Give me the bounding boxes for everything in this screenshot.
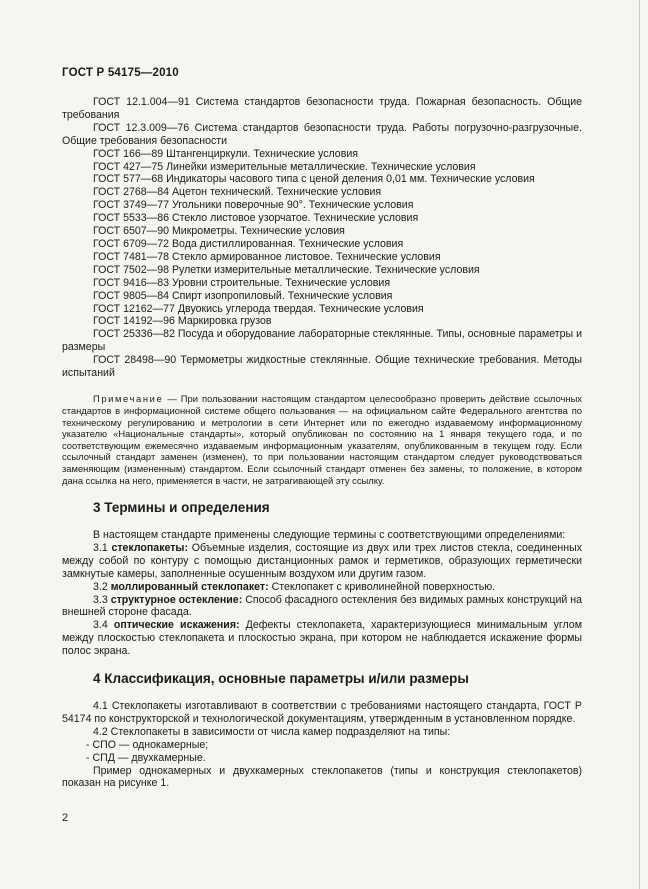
term-name: стеклопакеты: <box>111 541 189 554</box>
reference-item: ГОСТ 9416—83 Уровни строительные. Технические условия <box>93 276 391 289</box>
clause-paragraph: Пример однокамерных и двухкамерных стеклопакетов (типы и конструкция стеклопакетов) показан на рисунке 1. <box>62 764 582 790</box>
reference-item: ГОСТ 12162—77 Двуокись углерода твердая. Технические условия <box>93 302 424 315</box>
reference-item: ГОСТ 12.3.009—76 Система стандартов безопасности труда. Работы погрузочно-разгрузочные. Общие требования безопасности <box>62 121 582 147</box>
term-definition: 3.4 оптические искажения: Дефекты стеклопакета, характеризующиеся минимальным углом между плоскостью стеклопакета и плоскостью экрана, при котором не наблюдается искажение формы полос экрана. <box>62 619 582 658</box>
reference-item: ГОСТ 427—75 Линейки измерительные металлические. Технические условия <box>93 160 476 173</box>
reference-item: ГОСТ 6507—90 Микрометры. Технические условия <box>93 225 345 238</box>
reference-item: ГОСТ 12.1.004—91 Система стандартов безопасности труда. Пожарная безопасность. Общие требования <box>62 96 582 121</box>
term-definition: 3.2 моллированный стеклопакет: Стеклопакет с криволинейной поверхностью. <box>93 580 496 593</box>
reference-item: ГОСТ 7481—78 Стекло армированное листовое. Технические условия <box>93 250 441 263</box>
term-definition: 3.3 структурное остекление: Способ фасадного остекления без видимых рамных конструкций на внешней стороне фасада. <box>62 593 582 619</box>
reference-item: ГОСТ 166—89 Штангенциркули. Технические условия <box>93 147 358 160</box>
list-item: - СПО — однокамерные; <box>86 738 209 751</box>
reference-item: ГОСТ 25336—82 Посуда и оборудование лабораторные стеклянные. Типы, основные параметры и размеры <box>62 328 582 354</box>
document-header: ГОСТ Р 54175—2010 <box>62 67 179 79</box>
section-title: 4 Классификация, основные параметры и/или размеры <box>93 671 469 686</box>
section-terms <box>62 500 582 658</box>
term-name: структурное остекление: <box>110 593 243 606</box>
reference-item: ГОСТ 28498—90 Термометры жидкостные стеклянные. Общие технические требования. Методы испытаний <box>62 354 582 380</box>
page-number: 2 <box>62 812 69 824</box>
term-name: оптические искажения: <box>113 619 240 632</box>
normative-references-list <box>62 96 582 380</box>
reference-item: ГОСТ 5533—86 Стекло листовое узорчатое. Технические условия <box>93 212 419 225</box>
reference-item: ГОСТ 7502—98 Рулетки измерительные металлические. Технические условия <box>93 263 480 276</box>
section-title: 3 Термины и определения <box>93 500 270 515</box>
reference-item: ГОСТ 6709—72 Вода дистиллированная. Технические условия <box>93 237 404 250</box>
term-definition: 3.1 стеклопакеты: Объемные изделия, состоящие из двух или трех листов стекла, соединенных между собой по контуру с помощью дистанционных рамок и герметиков, образующих герметически замкнутые камеры, заполненные осушенным воздухом или другим газом. <box>62 541 582 580</box>
section-intro: В настоящем стандарте применены следующие термины с соответствующими определениями: <box>93 529 566 541</box>
list-item: - СПД — двухкамерные. <box>86 751 206 764</box>
reference-item: ГОСТ 9805—84 Спирт изопропиловый. Технические условия <box>93 289 393 302</box>
reference-item: ГОСТ 3749—77 Угольники поверочные 90°. Технические условия <box>93 199 414 212</box>
term-name: моллированный стеклопакет: <box>110 580 269 593</box>
section-classification <box>62 671 582 790</box>
page-edge-line <box>639 0 640 889</box>
reference-item: ГОСТ 577—68 Индикаторы часового типа с ценой деления 0,01 мм. Технические условия <box>93 173 535 186</box>
clause-paragraph: 4.1 Стеклопакеты изготавливают в соответствии с требованиями настоящего стандарта, ГОСТ Р 54174 по конструкторской и технологической документациям, утвержденным в установленном порядке. <box>62 700 582 725</box>
clause-paragraph: 4.2 Стеклопакеты в зависимости от числа камер подразделяют на типы: <box>93 725 451 738</box>
note-label: Примечание <box>93 393 164 405</box>
note-text: — При пользовании настоящим стандартом целесообразно проверить действие ссылочных стандартов в информационной системе общего пользования — на официальном сайте Федерального агентства по техническому регулированию и метрологии в сети Интернет или по ежегодно издаваемому информационному указателю «Национальные стандарты», который опубликован по состоянию на 1 января текущего года, и по соответствующим ежемесячно издаваемым информационным указателям, опубликованным в текущем году. Если ссылочный стандарт заменен (изменен), то при пользовании настоящим стандартом следует руководствоваться заменяющим (измененным) стандартом. Если ссылочный стандарт отменен без замены, то положение, в котором дана ссылка на него, применяется в части, не затрагивающей эту ссылку. <box>62 393 582 486</box>
references-note <box>62 393 582 486</box>
reference-item: ГОСТ 14192—96 Маркировка грузов <box>93 315 272 328</box>
reference-item: ГОСТ 2768—84 Ацетон технический. Технические условия <box>93 186 382 199</box>
